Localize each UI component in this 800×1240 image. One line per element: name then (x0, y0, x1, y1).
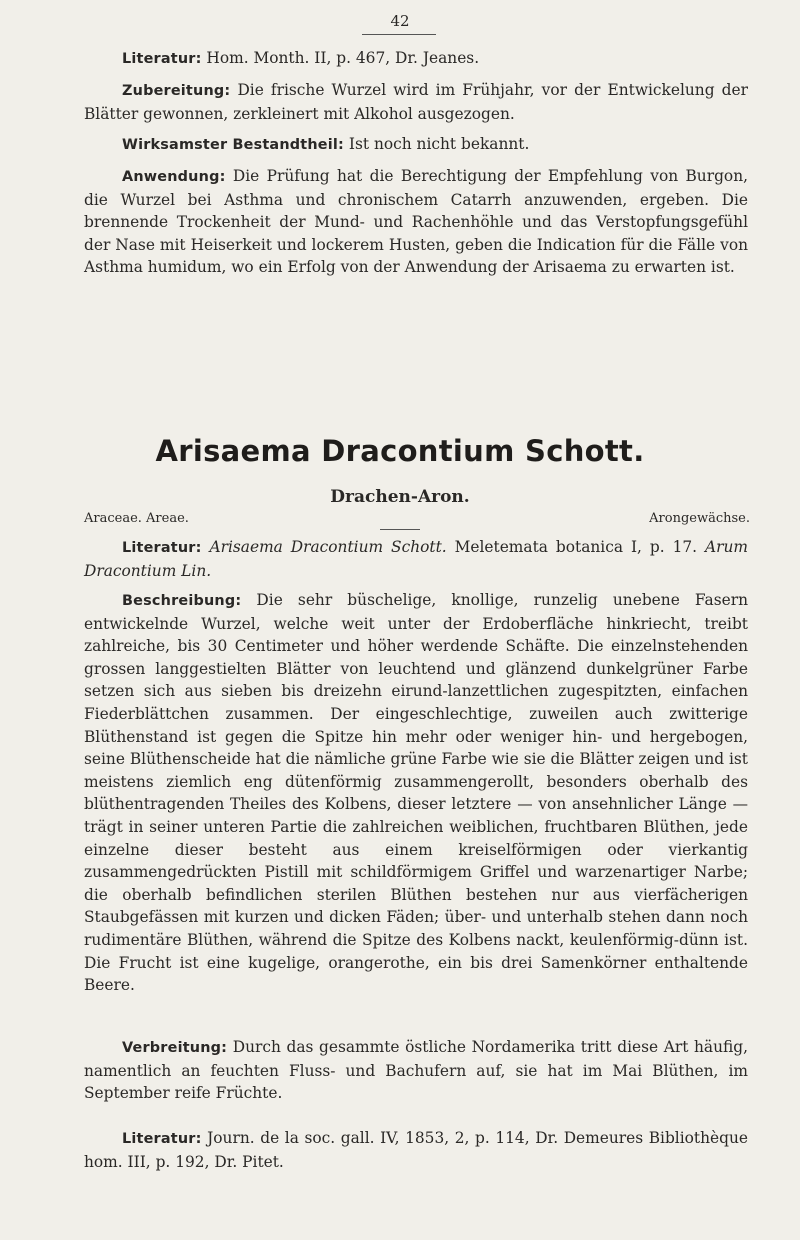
text-zubereitung: Die frische Wurzel wird im Frühjahr, vor der Entwickelung der Blätter gewonnen, zerkleinert mit Alkohol ausgezogen. (84, 81, 748, 123)
paragraph-verbreitung (84, 1036, 748, 1105)
text-verbreitung: Durch das gesammte östliche Nordamerika tritt diese Art häufig, namentlich an feuchten Fluss- und Bachufern auf, sie hat im Mai Blüthen, im September reife Früchte. (84, 1038, 748, 1103)
text-wirksamster: Ist noch nicht bekannt. (344, 135, 530, 153)
paragraph-zubereitung (84, 79, 748, 125)
paragraph-anwendung (84, 165, 748, 279)
paragraph-literatur-top (84, 47, 748, 71)
article-title: Arisaema Dracontium Schott. (155, 434, 645, 468)
family-german: Arongewächse. (649, 511, 750, 526)
label-beschreibung: Beschreibung: (122, 593, 242, 609)
article-subtitle: Drachen-Aron. (330, 487, 470, 507)
text-literatur-bottom: Journ. de la soc. gall. IV, 1853, 2, p. 114, Dr. Demeures Bibliothèque hom. III, p. 192, Dr. Pitet. (84, 1129, 748, 1171)
label-literatur-top: Literatur: (122, 51, 202, 67)
text-anwendung: Die Prüfung hat die Berechtigung der Empfehlung von Burgon, die Wurzel bei Asthma und chronischem Catarrh anzuwenden, ergeben. Die brennende Trockenheit der Mund- und Rachenhöhle und das Verstopfungsgefühl der Nase mit Heiserkeit und lockerem Husten, geben die Indication für die Fälle von Asthma humidum, wo ein Erfolg von der Anwendung der Arisaema zu erwarten ist. (84, 167, 748, 277)
label-literatur-article: Literatur: (122, 540, 202, 556)
label-verbreitung: Verbreitung: (122, 1040, 228, 1056)
family-rule (380, 529, 420, 530)
family-latin: Araceae. Areae. (84, 511, 189, 526)
label-literatur-bottom: Literatur: (122, 1131, 202, 1147)
family-row (84, 511, 750, 533)
text-beschreibung: Die sehr büschelige, knollige, runzelig unebene Fasern entwickelnde Wurzel, welche weit unter der Erdoberfläche hinkriecht, treibt zahlreiche, bis 30 Centimeter und höher werdende Schäfte. Die einzelnstehenden grossen langgestielten Blätter von leuchtend und glänzend dunkelgrüner Farbe setzen sich aus sieben bis dreizehn eirund-lanzettlichen zugespitzten, einfachen Fiederblättchen zusammen. Der eingeschlechtige, zuweilen auch zwitterige Blüthenstand ist gegen die Spitze hin mehr oder weniger hin- und hergebogen, seine Blüthenscheide hat die nämliche grüne Farbe wie sie die Blätter zeigen und ist meistens ziemlich eng dütenförmig zusammengerollt, besonders oberhalb des blüthentragenden Theiles des Kolbens, dieser letztere — von ansehnlicher Länge — trägt in seiner unteren Partie die zahlreichen weiblichen, fruchtbaren Blüthen, jede einzelne dieser besteht aus einem kreiselförmigen oder vierkantig zusammengedrückten Pistill mit schildförmigem Griffel und warzenartiger Narbe; die oberhalb befindlichen sterilen Blüthen bestehen nur aus vierfächerigen Staubgefässen mit kurzen und dicken Fäden; über- und unterhalb stehen dann noch rudimentäre Blüthen, während die Spitze des Kolbens nackt, keulenförmig-dünn ist. Die Frucht ist eine kugelige, orangerothe, ein bis drei Samenkörner enthaltende Beere. (84, 591, 748, 995)
page-number-rule (362, 34, 436, 35)
italic-arum-dracontium: Arum Dracontium Lin. (84, 538, 748, 580)
paragraph-literatur-bottom (84, 1127, 748, 1173)
paragraph-wirksamster (84, 133, 748, 157)
paragraph-literatur-article (84, 536, 748, 582)
label-anwendung: Anwendung: (122, 169, 226, 185)
label-zubereitung: Zubereitung: (122, 83, 231, 99)
italic-arisaema-dracontium: Arisaema Dracontium Schott. (209, 538, 447, 556)
text-meletemata: Meletemata botanica I, p. 17. (446, 538, 706, 556)
page-number: 42 (390, 12, 410, 30)
text-literatur-top: Hom. Month. II, p. 467, Dr. Jeanes. (201, 49, 480, 67)
label-wirksamster: Wirksamster Bestandtheil: (122, 137, 344, 153)
paragraph-beschreibung (84, 589, 748, 997)
